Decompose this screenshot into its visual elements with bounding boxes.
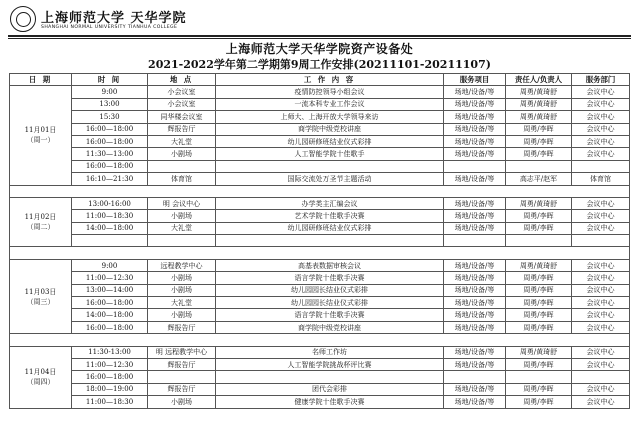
table-row [10,160,630,172]
service-cell: 场地/设备/等 [444,98,506,110]
person-cell [506,160,572,172]
location-cell: 小剧场 [148,272,216,284]
service-cell: 场地/设备/等 [444,346,506,358]
time-cell: 16:00—18:00 [72,123,148,135]
location-cell: 小剧场 [148,284,216,296]
dept-cell [572,160,630,172]
person-cell: 周勇/李晖 [506,148,572,160]
content-cell: 幼儿园研修班结业仪式彩排 [216,222,444,234]
day-separator [10,247,630,259]
location-cell: 小会议室 [148,98,216,110]
person-cell [506,235,572,247]
date-label: 11月01日 [24,126,57,135]
content-cell: 上师大、上海开放大学领导来访 [216,111,444,123]
dept-cell: 会议中心 [572,210,630,222]
service-cell: 场地/设备/等 [444,123,506,135]
dept-cell: 会议中心 [572,123,630,135]
time-cell: 16:00—18:00 [72,297,148,309]
table-header-row [10,74,630,86]
content-cell: 人工智能学院十佳歌手 [216,148,444,160]
dept-cell [572,371,630,383]
table-row [10,235,630,247]
col-header-date: 日 期 [10,74,72,86]
person-cell: 周勇/李晖 [506,210,572,222]
table-row [10,321,630,333]
service-cell: 场地/设备/等 [444,86,506,98]
location-cell [148,235,216,247]
date-label: 11月02日 [24,213,57,222]
separator-cell [10,334,630,346]
time-cell: 9:00 [72,259,148,271]
weekday-label: （周一） [26,136,55,145]
service-cell: 场地/设备/等 [444,321,506,333]
time-cell: 13:00 [72,98,148,110]
person-cell: 周勇/李晖 [506,272,572,284]
date-label: 11月03日 [24,287,57,296]
location-cell: 小剧场 [148,210,216,222]
table-row [10,272,630,284]
col-header-time: 时 间 [72,74,148,86]
service-cell: 场地/设备/等 [444,210,506,222]
service-cell: 场地/设备/等 [444,111,506,123]
time-cell: 15:30 [72,111,148,123]
person-cell: 周勇/李晖 [506,383,572,395]
table-row [10,197,630,209]
service-cell: 场地/设备/等 [444,297,506,309]
time-cell: 16:00—18:00 [72,160,148,172]
dept-cell: 会议中心 [572,297,630,309]
location-cell [148,371,216,383]
content-cell: 健康学院十佳歌手决赛 [216,396,444,408]
content-cell: 国际交流处万圣节主题活动 [216,173,444,185]
person-cell: 周勇/李晖 [506,297,572,309]
time-cell: 16:00—18:00 [72,321,148,333]
person-cell: 周勇/黄琦舒 [506,346,572,358]
time-cell: 11:00—12:30 [72,272,148,284]
time-cell: 14:00—18:00 [72,309,148,321]
person-cell: 周勇/黄琦舒 [506,197,572,209]
table-row [10,98,630,110]
document-subtitle: 2021-2022学年第二学期第9周工作安排(20211101-20211107) [148,58,491,71]
person-cell: 周勇/李晖 [506,321,572,333]
table-row [10,86,630,98]
table-row [10,210,630,222]
weekday-label: （周三） [26,297,55,306]
table-row [10,123,630,135]
location-cell: 小剧场 [148,148,216,160]
content-cell: 商学院中级党校讲座 [216,321,444,333]
table-row [10,284,630,296]
time-cell: 13:00-16:00 [72,197,148,209]
time-cell: 9:00 [72,86,148,98]
table-row [10,371,630,383]
weekday-label: （周四） [26,378,55,387]
location-cell: 辉报告厅 [148,358,216,370]
dept-cell: 会议中心 [572,358,630,370]
dept-cell: 会议中心 [572,135,630,147]
content-cell: 艺术学院十佳歌手决赛 [216,210,444,222]
table-row [10,222,630,234]
location-cell: 大礼堂 [148,135,216,147]
service-cell: 场地/设备/等 [444,197,506,209]
person-cell: 周勇/李晖 [506,123,572,135]
dept-cell: 会议中心 [572,259,630,271]
time-cell: 16:10—21:30 [72,173,148,185]
dept-cell: 会议中心 [572,284,630,296]
content-cell: 幼儿园园长结业仪式彩排 [216,297,444,309]
location-cell: 辉报告厅 [148,123,216,135]
person-cell: 周勇/李晖 [506,135,572,147]
table-row [10,396,630,408]
logo-english-name: SHANGHAI NORMAL UNIVERSITY TIANHUA COLLEGE [41,25,178,30]
time-cell: 14:00—18:00 [72,222,148,234]
header-rule-thin [8,38,631,39]
time-cell: 18:00—19:00 [72,383,148,395]
col-header-person: 责任人/负责人 [506,74,572,86]
person-cell: 周勇/黄琦舒 [506,98,572,110]
dept-cell: 会议中心 [572,148,630,160]
content-cell: 名师工作坊 [216,346,444,358]
person-cell: 周勇/李晖 [506,358,572,370]
dept-cell: 会议中心 [572,197,630,209]
college-logo [10,6,210,34]
content-cell: 办学类主汇编会议 [216,197,444,209]
day-separator [10,185,630,197]
time-cell: 13:00—14:00 [72,284,148,296]
dept-cell: 会议中心 [572,98,630,110]
time-cell: 11:00—12:30 [72,358,148,370]
person-cell: 高志平/赵军 [506,173,572,185]
table-row [10,173,630,185]
service-cell [444,160,506,172]
date-cell [10,86,72,185]
time-cell: 11:00—18:30 [72,396,148,408]
content-cell: 高基表数据审核会议 [216,259,444,271]
dept-cell: 会议中心 [572,346,630,358]
person-cell: 周勇/李晖 [506,309,572,321]
dept-cell: 会议中心 [572,86,630,98]
table-row [10,111,630,123]
person-cell [506,371,572,383]
service-cell: 场地/设备/等 [444,135,506,147]
table-row [10,309,630,321]
dept-cell: 会议中心 [572,111,630,123]
service-cell: 场地/设备/等 [444,222,506,234]
location-cell [148,160,216,172]
service-cell: 场地/设备/等 [444,383,506,395]
person-cell: 周勇/李晖 [506,222,572,234]
table-row [10,297,630,309]
time-cell [72,235,148,247]
location-cell: 小剧场 [148,309,216,321]
col-header-location: 地 点 [148,74,216,86]
service-cell: 场地/设备/等 [444,284,506,296]
person-cell: 周勇/黄琦舒 [506,259,572,271]
separator-cell [10,185,630,197]
time-cell: 11:30—13:00 [72,148,148,160]
location-cell: 同华楼会议室 [148,111,216,123]
weekday-label: （周二） [26,223,55,232]
service-cell: 场地/设备/等 [444,309,506,321]
content-cell: 一流本科专业工作会议 [216,98,444,110]
location-cell: 辉报告厅 [148,383,216,395]
location-cell: 大礼堂 [148,297,216,309]
separator-cell [10,247,630,259]
time-cell: 11:00—18:30 [72,210,148,222]
person-cell: 周勇/黄琦舒 [506,111,572,123]
table-row [10,346,630,358]
dept-cell: 会议中心 [572,396,630,408]
location-cell: 小剧场 [148,396,216,408]
location-cell: 远程教学中心 [148,259,216,271]
schedule-table [9,73,630,409]
date-cell [10,259,72,333]
dept-cell: 会议中心 [572,222,630,234]
content-cell: 语言学院十佳歌手决赛 [216,309,444,321]
dept-cell: 会议中心 [572,321,630,333]
table-row [10,148,630,160]
date-cell [10,346,72,408]
location-cell: 大礼堂 [148,222,216,234]
content-cell [216,235,444,247]
dept-cell: 会议中心 [572,383,630,395]
person-cell: 周勇/李晖 [506,284,572,296]
content-cell: 商学院中级党校讲座 [216,123,444,135]
location-cell: 明 远程教学中心 [148,346,216,358]
content-cell: 人工智能学院挑战杯评比赛 [216,358,444,370]
table-row [10,383,630,395]
content-cell: 幼儿园研修班结业仪式彩排 [216,135,444,147]
person-cell: 周勇/李晖 [506,396,572,408]
location-cell: 小会议室 [148,86,216,98]
content-cell [216,160,444,172]
table-row [10,135,630,147]
dept-cell: 会议中心 [572,272,630,284]
service-cell: 场地/设备/等 [444,259,506,271]
person-cell: 周勇/黄琦舒 [506,86,572,98]
content-cell [216,371,444,383]
service-cell [444,371,506,383]
col-header-service: 服务项目 [444,74,506,86]
document-title: 上海师范大学天华学院资产设备处 [225,42,414,56]
logo-chinese-name: 上海师范大学 天华学院 [41,11,187,26]
table-row [10,358,630,370]
time-cell: 16:00—18:00 [72,371,148,383]
time-cell: 16:00—18:00 [72,135,148,147]
service-cell: 场地/设备/等 [444,396,506,408]
day-separator [10,334,630,346]
dept-cell [572,235,630,247]
date-label: 11月04日 [24,368,57,377]
header-rule-thick [8,35,631,37]
location-cell: 明 会议中心 [148,197,216,209]
col-header-dept: 服务部门 [572,74,630,86]
content-cell: 语言学院十佳歌手决赛 [216,272,444,284]
table-row [10,259,630,271]
service-cell [444,235,506,247]
content-cell: 幼儿园园长结业仪式彩排 [216,284,444,296]
service-cell: 场地/设备/等 [444,148,506,160]
content-cell: 团代会彩排 [216,383,444,395]
college-seal-icon [10,6,36,32]
location-cell: 体育馆 [148,173,216,185]
content-cell: 疫情防控领导小组会议 [216,86,444,98]
date-cell [10,197,72,247]
service-cell: 场地/设备/等 [444,173,506,185]
dept-cell: 体育馆 [572,173,630,185]
location-cell: 辉报告厅 [148,321,216,333]
service-cell: 场地/设备/等 [444,272,506,284]
dept-cell: 会议中心 [572,309,630,321]
service-cell: 场地/设备/等 [444,358,506,370]
col-header-content: 工 作 内 容 [216,74,444,86]
time-cell: 11:30-13:00 [72,346,148,358]
